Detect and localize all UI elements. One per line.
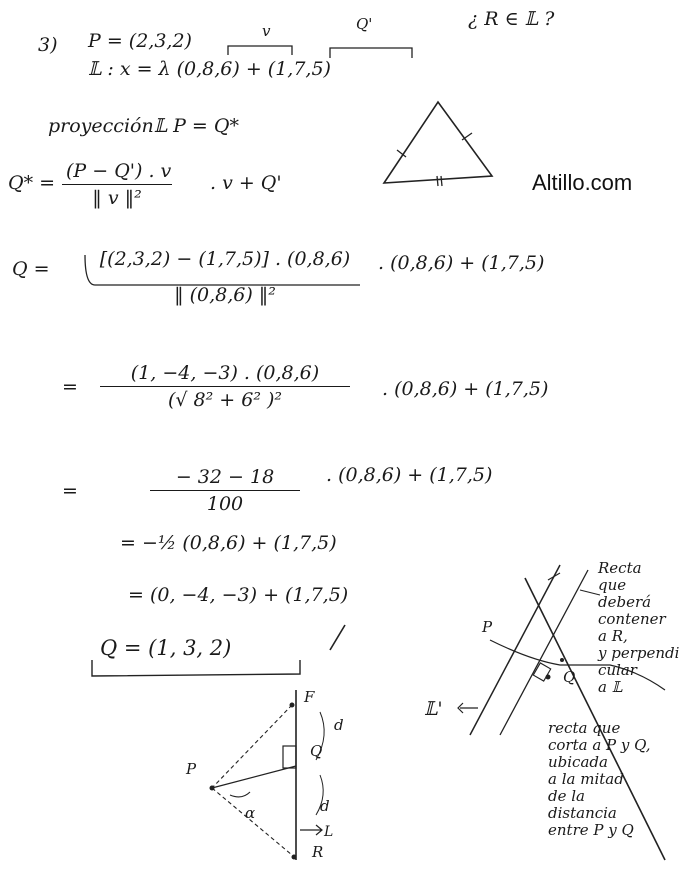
watermark-logo: Altillo.com [532,170,633,195]
note-recta-mitad: recta que corta a P y Q, ubicada a la mitad de la distancia entre P y Q [548,719,651,839]
result-box [92,660,300,676]
v-label: v [262,22,271,40]
step2-tail: . (0,8,6) + (1,7,5) [382,378,549,400]
problem-number: 3) [38,34,58,56]
triangle-sketch [384,102,492,183]
step1-denominator: ‖ (0,8,6) ‖² [174,284,276,306]
step2-fraction [100,362,350,411]
note-recta-perpendicular: Recta que deberá contener a R, y perpendi cular a 𝕃 [598,559,680,696]
projection-tail: . v + Q' [210,172,282,194]
diagram-label-r: R [312,843,324,861]
projection-numerator: (P − Q') . v [66,160,172,182]
step3-denominator: 100 [206,493,244,515]
step5: = (0, −4, −3) + (1,7,5) [128,584,349,606]
step2-denominator: (√ 8² + 6² )² [167,389,283,411]
step4: = −½ (0,8,6) + (1,7,5) [120,532,337,554]
diagram-label-l: L [324,824,334,840]
projection-fraction [62,160,172,209]
projection-diagram [210,690,325,860]
q-prime-label: Q' [356,15,373,33]
question-r-in-l: ¿ R ∈ 𝕃 ? [468,8,555,30]
step1-lhs: Q = [12,258,50,280]
step1-fraction [80,248,370,306]
step3-fraction [150,466,300,515]
result-q: Q = (1, 3, 2) [100,636,232,660]
right-label-p: P [482,618,493,636]
diagram-label-f: F [304,688,315,706]
step3-equals: = [62,480,78,502]
step3-numerator: − 32 − 18 [175,466,275,488]
right-label-l-prime: 𝕃' [424,698,443,720]
step3-tail: . (0,8,6) + (1,7,5) [326,464,493,486]
step1-numerator: [(2,3,2) − (1,7,5)] . (0,8,6) [99,248,351,270]
diagram-label-q: Q [310,742,323,760]
diagram-label-d-lower: d [320,797,330,815]
right-label-q: Q [563,668,576,686]
step2-equals: = [62,376,78,398]
point-p-definition: P = (2,3,2) [88,30,192,52]
line-definition: 𝕃 : x = λ (0,8,6) + (1,7,5) [88,58,331,80]
diagram-label-d-upper: d [334,716,344,734]
diagram-label-alpha: α [245,804,256,822]
diagram-label-p: P [186,760,197,778]
projection-lhs: Q* = [8,172,56,194]
step2-numerator: (1, −4, −3) . (0,8,6) [130,362,320,384]
projection-title: proyección𝕃 P = Q* [48,115,239,137]
projection-denominator: ‖ v ‖² [92,187,142,209]
step1-tail: . (0,8,6) + (1,7,5) [378,252,545,274]
